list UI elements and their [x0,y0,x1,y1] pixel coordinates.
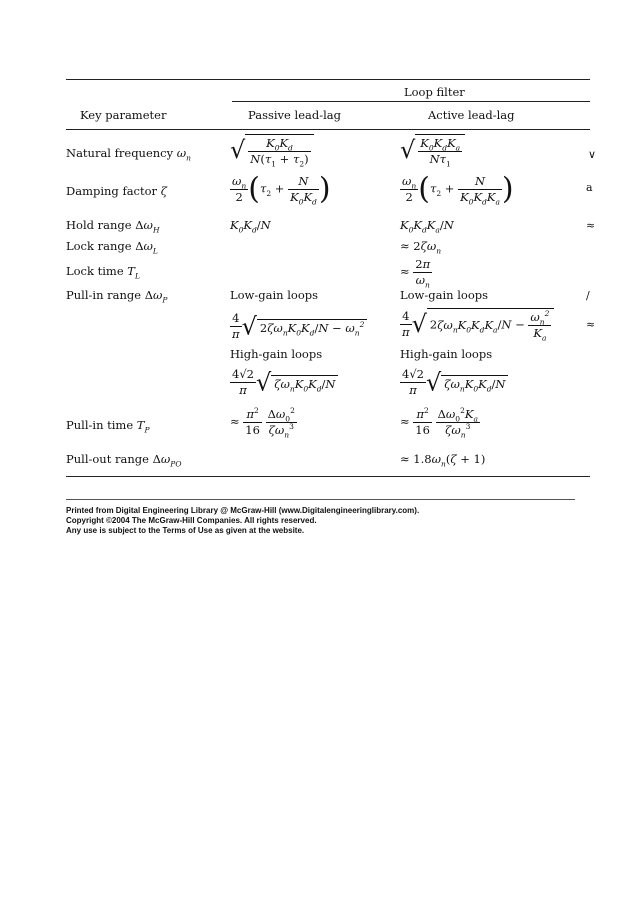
passive-high-gain-label: High-gain loops [230,347,323,361]
footer-line-2: Copyright ©2004 The McGraw-Hill Companies. All rights reserved. [66,516,317,525]
cropped-column-fragment: ≈ [586,219,596,232]
cropped-column-fragment: / [586,289,590,302]
row-lock-time: Lock time $T_L$ [66,264,140,281]
key-parameter-header: Key parameter [80,108,167,122]
passive-high-gain-formula: $\frac{4√2}{\pi}$ √ $\zeta\omega_nK_0K_d/N$ [230,368,338,397]
footer-line-1: Printed from Digital Engineering Library @ McGraw-Hill (www.Digitalengineeringlibrary.com). [66,506,420,515]
passive-natural-frequency-formula: √ $\frac{K_0K_d}{N(\tau_1 + \tau_2)}$ [230,134,314,166]
lock-time-formula: ≈ $\frac{2\pi}{\omega_n}$ [400,257,431,290]
active-lead-lag-header: Active lead-lag [428,108,515,122]
row-pull-in-range: Pull-in range $\Delta\omega_P$ [66,288,168,305]
passive-low-gain-formula: $\frac{4}{\pi}$ √ $2\zeta\omega_nK_0K_d/N - \omega_n^2$ [230,312,367,341]
passive-low-gain-label: Low-gain loops [230,288,319,302]
row-lock-range: Lock range $\Delta\omega_L$ [66,239,158,256]
active-high-gain-label: High-gain loops [400,347,493,361]
table-bottom-rule [66,476,590,477]
cropped-column-fragment: ∨ [588,148,597,161]
active-hold-range: $K_0K_dK_a/N$ [400,218,454,235]
footer-rule [66,499,575,500]
row-damping-factor: Damping factor ζ [66,184,167,198]
cropped-column-fragment: ≈ [586,318,596,331]
passive-damping-formula: $\frac{\omega_n}{2}$ ($\tau_2$ + $\frac{N}{K_0K_d}$ ) [232,171,331,207]
loop-filter-header: Loop filter [404,85,465,99]
group-header-rule [232,101,590,102]
pull-out-range-formula: ≈ $1.8\omega_n(\zeta + 1)$ [400,452,486,469]
active-damping-formula: $\frac{\omega_n}{2}$ ($\tau_2$ + $\frac{N}{K_0K_dK_a}$ ) [402,171,514,207]
passive-lead-lag-header: Passive lead-lag [248,108,341,122]
row-natural-frequency: Natural frequency $\omega_n$ [66,146,192,163]
active-low-gain-label: Low-gain loops [400,288,489,302]
row-pull-out-range: Pull-out range $\Delta\omega_{PO}$ [66,452,182,469]
cropped-column-fragment: a [586,181,593,194]
lock-range-formula: ≈ $2\zeta\omega_n$ [400,239,442,256]
active-pull-in-time-formula: ≈ $\frac{\pi^2}{16}$ $\frac{\Delta\omega_0^2K_a}{\zeta\omega_n^3}$ [400,406,478,440]
row-pull-in-time: Pull-in time $T_P$ [66,418,150,435]
passive-hold-range: $K_0K_d/N$ [230,218,271,235]
active-high-gain-formula: $\frac{4√2}{\pi}$ √ $\zeta\omega_nK_0K_d/N$ [400,368,508,397]
active-natural-frequency-formula: √ $\frac{K_0K_dK_a}{N\tau_1}$ [400,134,465,166]
footer-line-3: Any use is subject to the Terms of Use as given at the website. [66,526,305,535]
header-bottom-rule [66,129,590,130]
active-low-gain-formula: $\frac{4}{\pi}$ √ $2\zeta\omega_nK_0K_dK_a/N$ − $\frac{\omega_n^2}{K_a}$ [400,308,554,340]
table-top-rule [66,79,590,80]
row-hold-range: Hold range $\Delta\omega_H$ [66,218,160,235]
passive-pull-in-time-formula: ≈ $\frac{\pi^2}{16}$ $\frac{\Delta\omega_0^2}{\zeta\omega_n^3}$ [230,406,295,440]
